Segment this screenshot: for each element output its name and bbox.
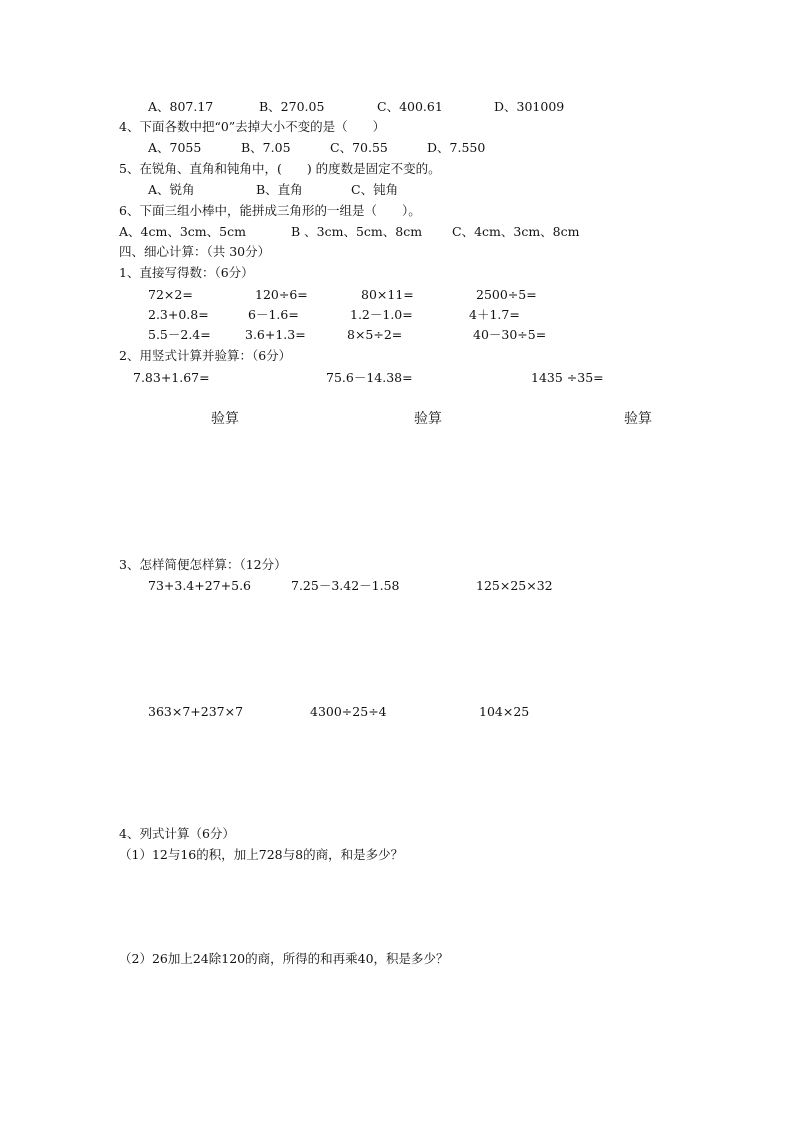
q5-option-a: A、锐角 <box>148 182 195 197</box>
mental-calc-item: 80×11= <box>361 287 414 302</box>
mental-calc-item: 40－30÷5= <box>473 327 547 342</box>
q5-stem: 5、在锐角、直角和钝角中，( ) 的度数是固定不变的。 <box>119 161 441 176</box>
mental-calc-item: 2.3+0.8= <box>148 307 209 322</box>
mental-calc-item: 120÷6= <box>255 287 308 302</box>
q5-option-c: C、钝角 <box>351 182 399 197</box>
q3-option-a: A、807.17 <box>148 99 214 114</box>
check-label: 验算 <box>414 411 442 427</box>
section-four-title: 四、细心计算：（共 30分） <box>119 244 271 259</box>
mental-calc-item: 1.2－1.0= <box>350 307 413 322</box>
mental-calc-item: 4＋1.7= <box>469 307 520 322</box>
mental-calc-item: 2500÷5= <box>476 287 537 302</box>
q4-stem: 4、下面各数中把“0”去掉大小不变的是（ ） <box>119 119 386 134</box>
simplify-calc-item: 7.25－3.42－1.58 <box>291 578 400 593</box>
q3-option-d: D、301009 <box>494 99 565 114</box>
check-label: 验算 <box>624 411 652 427</box>
mental-calc-item: 8×5÷2= <box>347 327 403 342</box>
part2-title: 2、用竖式计算并验算：（6分） <box>119 348 292 363</box>
mental-calc-item: 5.5－2.4= <box>148 327 211 342</box>
q4-option-d: D、7.550 <box>427 140 486 155</box>
q4-option-a: A、7055 <box>148 140 202 155</box>
simplify-calc-item: 4300÷25÷4 <box>310 704 387 719</box>
word-problem-2: （2）26加上24除120的商，所得的和再乘40，积是多少？ <box>119 951 449 966</box>
q3-option-c: C、400.61 <box>377 99 443 114</box>
q5-option-b: B、直角 <box>256 182 303 197</box>
word-problem-1: （1）12与16的积，加上728与8的商，和是多少？ <box>119 847 404 862</box>
vertical-calc-item: 75.6－14.38= <box>326 370 413 385</box>
q3-option-b: B、270.05 <box>259 99 325 114</box>
vertical-calc-item: 1435 ÷35= <box>531 370 604 385</box>
mental-calc-item: 72×2= <box>148 287 193 302</box>
part4-title: 4、列式计算（6分） <box>119 826 235 841</box>
q6-option-c: C、4cm、3cm、8cm <box>452 224 580 239</box>
q6-option-a: A、4cm、3cm、5cm <box>119 224 246 239</box>
simplify-calc-item: 363×7+237×7 <box>148 704 244 719</box>
mental-calc-item: 6－1.6= <box>248 307 299 322</box>
part3-title: 3、怎样简便怎样算：（12分） <box>119 557 287 572</box>
q4-option-b: B、7.05 <box>241 140 291 155</box>
part1-title: 1、直接写得数：（6分） <box>119 265 254 280</box>
vertical-calc-item: 7.83+1.67= <box>133 370 210 385</box>
simplify-calc-item: 73+3.4+27+5.6 <box>148 578 251 593</box>
check-label: 验算 <box>211 411 239 427</box>
q6-option-b: B 、3cm、5cm、8cm <box>291 224 423 239</box>
q6-stem: 6、下面三组小棒中，能拼成三角形的一组是（ ）。 <box>119 203 421 218</box>
mental-calc-item: 3.6+1.3= <box>245 327 306 342</box>
simplify-calc-item: 125×25×32 <box>476 578 553 593</box>
simplify-calc-item: 104×25 <box>479 704 530 719</box>
q4-option-c: C、70.55 <box>330 140 388 155</box>
